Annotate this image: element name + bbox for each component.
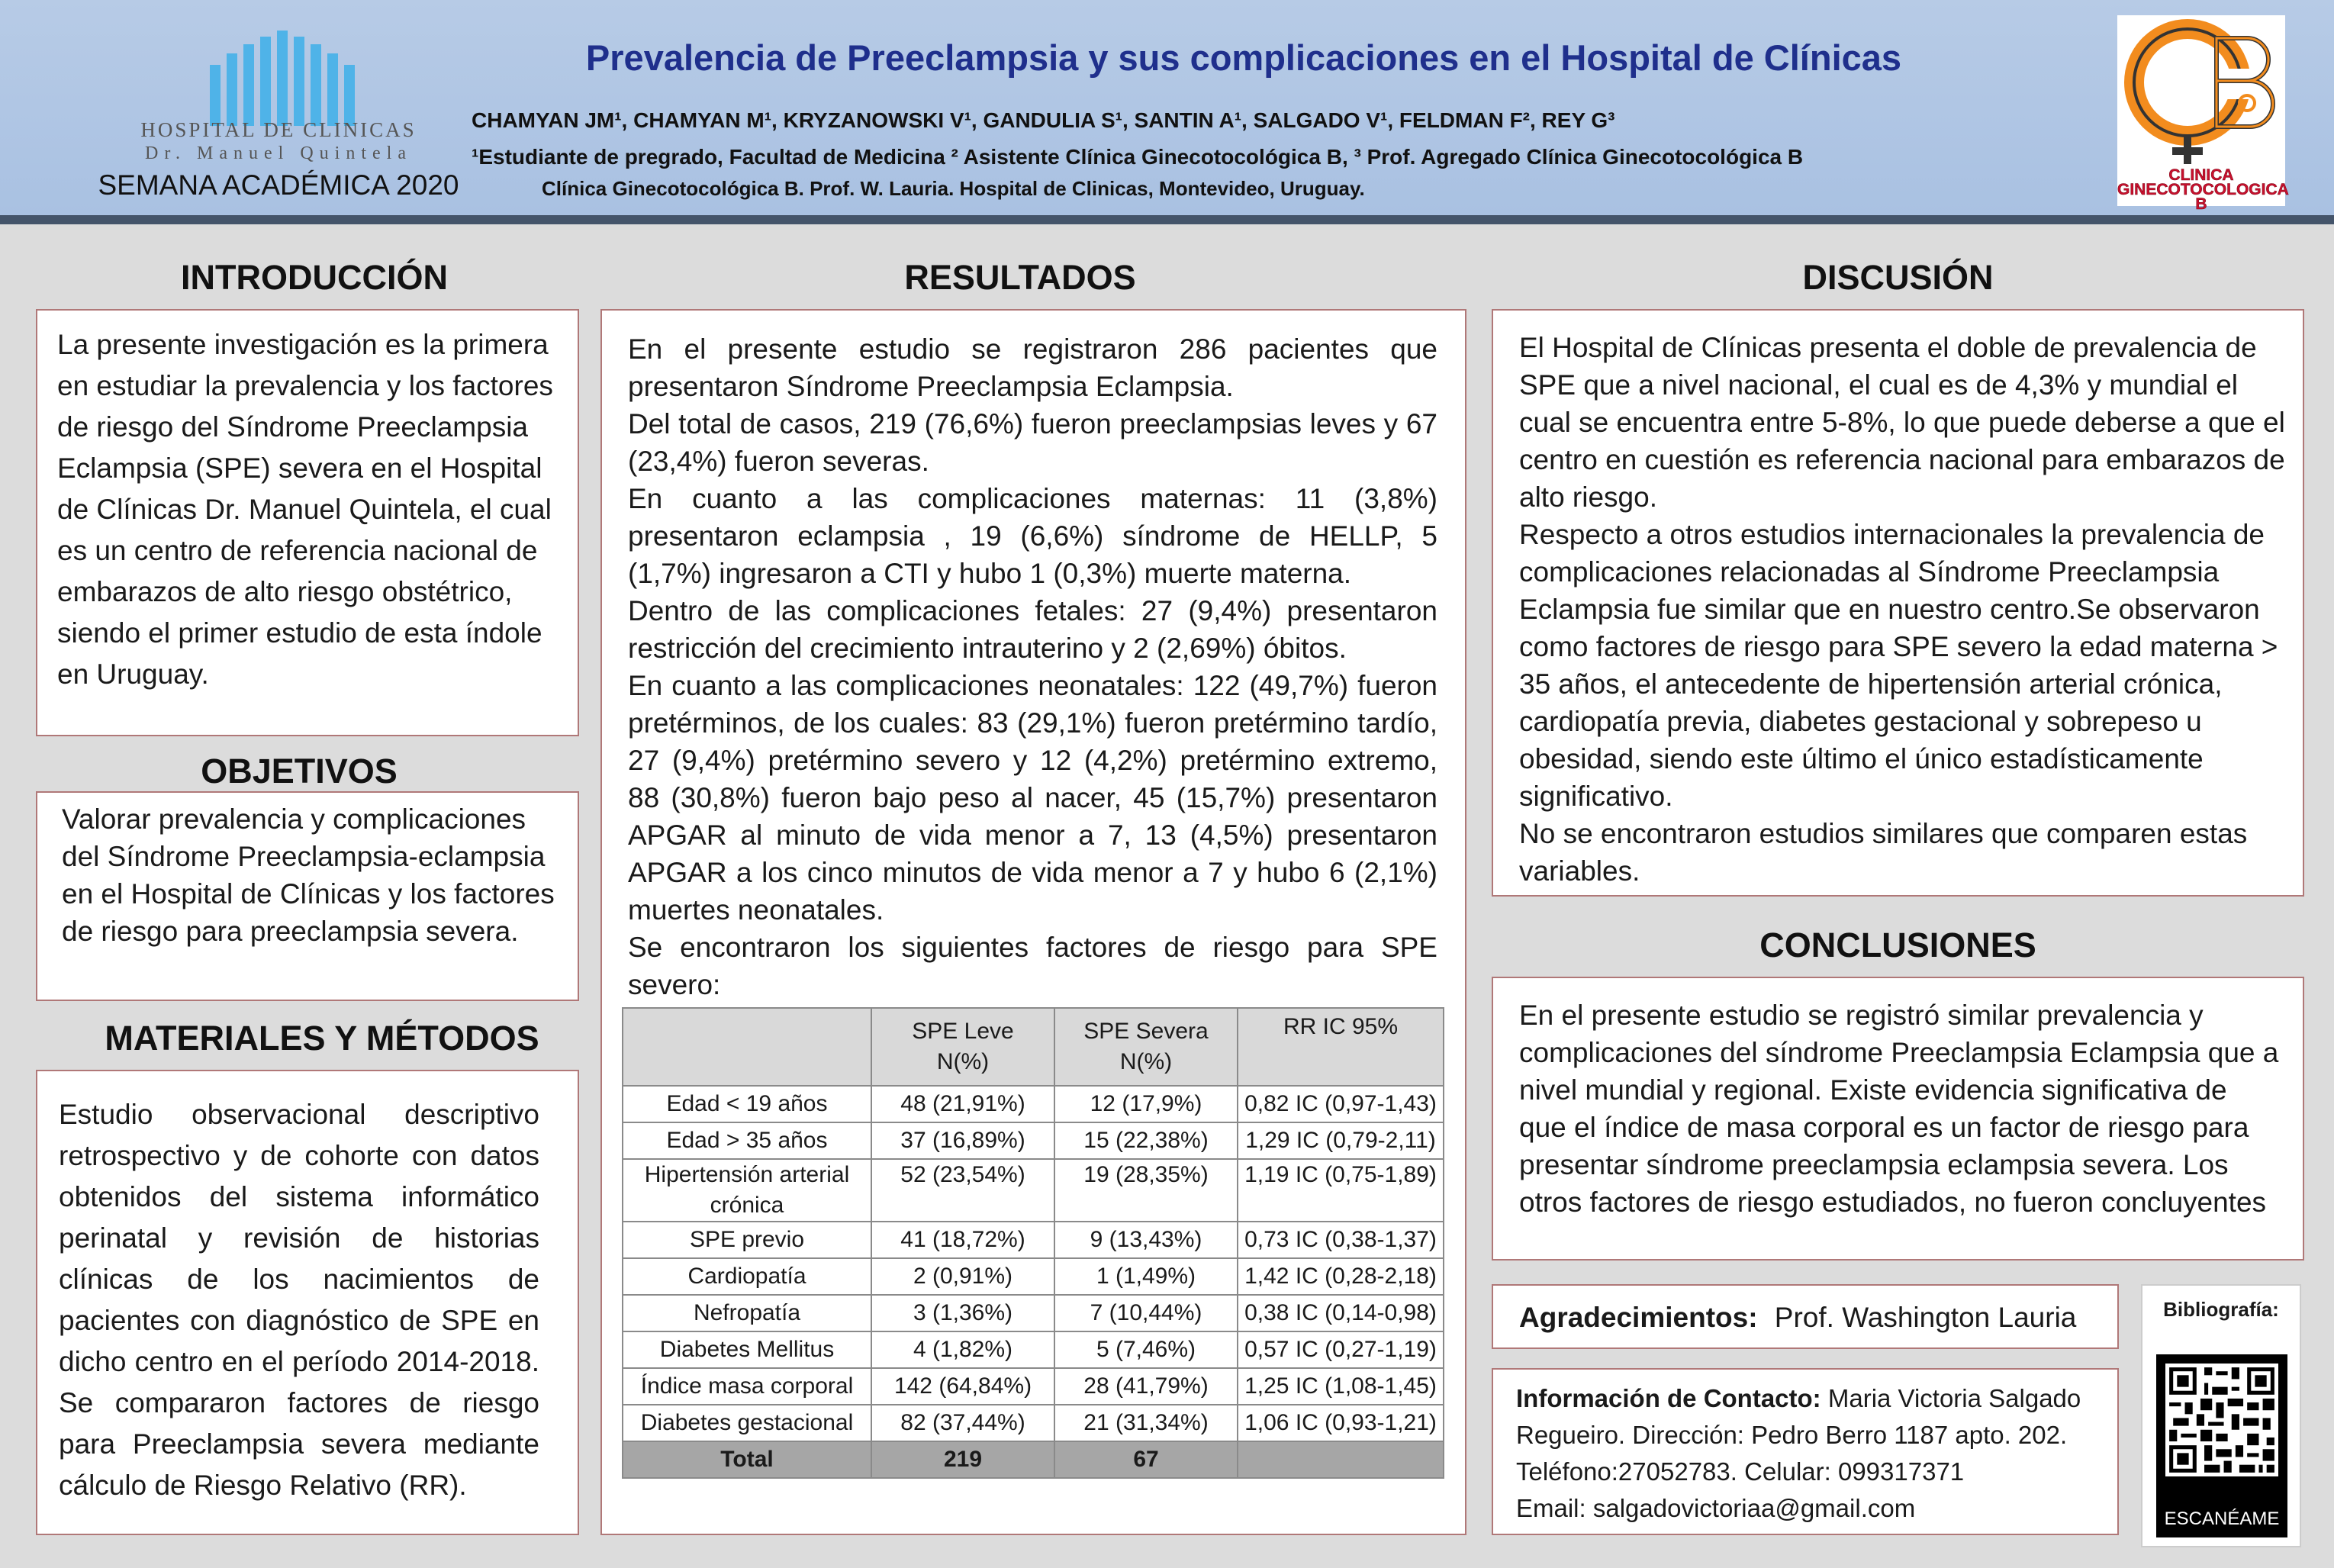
qr-code[interactable] — [2156, 1354, 2287, 1537]
table-row — [623, 1086, 1444, 1122]
table-header-leve: SPE Leve N(%) — [871, 1008, 1054, 1086]
table-cell: 0,82 IC (0,97-1,43) — [1238, 1086, 1444, 1122]
table-cell: 219 — [871, 1441, 1054, 1478]
table-cell: 48 (21,91%) — [871, 1086, 1054, 1122]
resultados-p3: En cuanto a las complicaciones maternas: 11 (3,8%) presentaron eclampsia , 19 (6,6%) síndrome de HELLP, 5 (1,7%) ingresaron a CTI y hubo 1 (0,3%) muerte materna. — [628, 483, 1437, 589]
table-cell: 7 (10,44%) — [1054, 1295, 1238, 1331]
table-cell: 21 (31,34%) — [1054, 1405, 1238, 1441]
table-cell: Edad < 19 años — [623, 1086, 871, 1122]
table-cell: 52 (23,54%) — [871, 1159, 1054, 1222]
bibliografia-box — [2141, 1284, 2301, 1547]
resultados-p4: Dentro de las complicaciones fetales: 27 (9,4%) presentaron restricción del crecimiento intrauterino y 2 (2,69%) óbitos. — [628, 595, 1437, 664]
discusion-p2: Respecto a otros estudios internacionales la prevalencia de complicaciones relacionadas al Síndrome Preeclampsia Eclampsia fue similar que en nuestro centro.Se observaron como factores de riesgo para SPE severo la edad materna > 35 años, el antecedente de hipertensión arterial crónica, cardiopatía previa, diabetes gestacional y sobrepeso u obesidad, siendo este último el único estadísticamente significativo. — [1519, 519, 2278, 812]
table-cell: Edad > 35 años — [623, 1122, 871, 1159]
header-divider — [0, 215, 2334, 224]
materiales-title: MATERIALES Y MÉTODOS — [105, 1019, 539, 1058]
table-cell: 0,73 IC (0,38-1,37) — [1238, 1222, 1444, 1258]
table-cell: 3 (1,36%) — [871, 1295, 1054, 1331]
table-row — [623, 1405, 1444, 1441]
table-cell: Hipertensión arterial crónica — [623, 1159, 871, 1222]
contacto-name: Maria Victoria Salgado — [1827, 1384, 2081, 1412]
contacto-line3: Teléfono:27052783. Celular: 099317371 — [1516, 1457, 1965, 1486]
table-header-severa: SPE Severa N(%) — [1054, 1008, 1238, 1086]
table-cell: 41 (18,72%) — [871, 1222, 1054, 1258]
qr-caption: ESCANÉAME — [2164, 1508, 2280, 1529]
table-header-rr: RR IC 95% — [1238, 1008, 1444, 1086]
agradecimientos-box — [1492, 1284, 2119, 1349]
table-cell: 2 (0,91%) — [871, 1258, 1054, 1295]
table-cell: 9 (13,43%) — [1054, 1222, 1238, 1258]
table-cell: Diabetes gestacional — [623, 1405, 871, 1441]
bibliografia-title: Bibliografía: — [2163, 1298, 2279, 1321]
hospital-name: HOSPITAL DE CLINICAS — [140, 118, 417, 141]
table-cell: Cardiopatía — [623, 1258, 871, 1295]
table-cell: 28 (41,79%) — [1054, 1368, 1238, 1405]
discusion-p3: No se encontraron estudios similares que comparen estas variables. — [1519, 818, 2248, 887]
table-header-empty — [623, 1008, 871, 1086]
conclusiones-title: CONCLUSIONES — [1759, 926, 2036, 964]
hospital-bars-icon — [210, 31, 362, 126]
table-cell: Nefropatía — [623, 1295, 871, 1331]
resultados-p1: En el presente estudio se registraron 286 pacientes que presentaron Síndrome Preeclampsia Eclampsia. — [628, 333, 1437, 402]
contacto-line4[interactable]: Email: salgadovictoriaa@gmail.com — [1516, 1494, 1916, 1522]
table-row — [623, 1222, 1444, 1258]
conclusiones-box — [1492, 977, 2304, 1261]
affiliation-institution: Clínica Ginecotocológica B. Prof. W. Lauria. Hospital de Clinicas, Montevideo, Uruguay. — [542, 177, 1365, 200]
hospital-logo — [80, 23, 477, 206]
agradecimientos-label: Agradecimientos: — [1519, 1302, 1758, 1333]
conclusiones-text: En el presente estudio se registró similar prevalencia y complicaciones del síndrome Preeclampsia Eclampsia que a nivel mundial y regional. Existe evidencia significativa de que el índice de masa corporal es un factor de riesgo para presentar síndrome preeclampsia eclampsia severa. Los otros factores de riesgo estudiados, no fueron concluyentes — [1519, 1000, 2279, 1218]
resultados-p2: Del total de casos, 219 (76,6%) fueron preeclampsias leves y 67 (23,4%) fueron severas. — [628, 408, 1437, 477]
discusion-title: DISCUSIÓN — [1802, 258, 1994, 297]
affiliation: ¹Estudiante de pregrado, Facultad de Medicina ² Asistente Clínica Ginecotocológica B, ³ Prof. Agregado Clínica Ginecotocológica B — [472, 145, 1804, 169]
table-cell: 1,29 IC (0,79-2,11) — [1238, 1122, 1444, 1159]
objetivos-box — [36, 791, 579, 1001]
table-cell: 1,25 IC (1,08-1,45) — [1238, 1368, 1444, 1405]
table-header-row — [623, 1008, 1444, 1086]
hospital-subtitle: Dr. Manuel Quintela — [145, 143, 412, 163]
table-total-row — [623, 1441, 1444, 1478]
table-cell: 19 (28,35%) — [1054, 1159, 1238, 1222]
resultados-p6: Se encontraron los siguientes factores de riesgo para SPE severo: — [628, 932, 1437, 1000]
table-cell: 82 (37,44%) — [871, 1405, 1054, 1441]
objetivos-text: Valorar prevalencia y complicaciones del Síndrome Preeclampsia-eclampsia en el Hospital de Clínicas y los factores de riesgo para preeclampsia severa. — [62, 803, 555, 947]
risk-factor-table — [622, 1007, 1444, 1479]
table-cell: 1,42 IC (0,28-2,18) — [1238, 1258, 1444, 1295]
table-row — [623, 1258, 1444, 1295]
table-row — [623, 1331, 1444, 1368]
discusion-box — [1492, 309, 2304, 897]
table-cell: 1,19 IC (0,75-1,89) — [1238, 1159, 1444, 1222]
table-row — [623, 1368, 1444, 1405]
discusion-p1: El Hospital de Clínicas presenta el doble de prevalencia de SPE que a nivel nacional, el cual es de 4,3% y mundial el cual se encuentra entre 5-8%, lo que puede deberse a que el centro en cuestión es referencia nacional para embarazos de alto riesgo. — [1519, 332, 2285, 513]
table-row — [623, 1295, 1444, 1331]
clinic-logo — [2117, 15, 2289, 213]
agradecimientos-value: Prof. Washington Lauria — [1774, 1302, 2077, 1333]
clinic-emblem-icon — [2117, 15, 2285, 168]
contacto-line1 — [1516, 1380, 2105, 1417]
table-cell: 12 (17,9%) — [1054, 1086, 1238, 1122]
poster-title: Prevalencia de Preeclampsia y sus complicaciones en el Hospital de Clínicas — [585, 37, 1902, 78]
table-cell: 5 (7,46%) — [1054, 1331, 1238, 1368]
resultados-title: RESULTADOS — [904, 258, 1136, 297]
table-cell: 0,38 IC (0,14-0,98) — [1238, 1295, 1444, 1331]
table-cell — [1238, 1441, 1444, 1478]
objetivos-title: OBJETIVOS — [201, 752, 398, 790]
table-cell: 15 (22,38%) — [1054, 1122, 1238, 1159]
table-cell: Diabetes Mellitus — [623, 1331, 871, 1368]
introduccion-title: INTRODUCCIÓN — [181, 258, 448, 297]
table-cell: 4 (1,82%) — [871, 1331, 1054, 1368]
table-cell: Índice masa corporal — [623, 1368, 871, 1405]
authors: CHAMYAN JM¹, CHAMYAN M¹, KRYZANOWSKI V¹, GANDULIA S¹, SANTIN A¹, SALGADO V¹, FELDMAN F², REY G³ — [472, 108, 1615, 132]
table-cell: 0,57 IC (0,27-1,19) — [1238, 1331, 1444, 1368]
table-cell: 142 (64,84%) — [871, 1368, 1054, 1405]
introduccion-box — [36, 309, 579, 736]
clinic-logo-text: CLINICA GINECOTOCOLOGICA B — [2117, 166, 2289, 213]
event-name: SEMANA ACADÉMICA 2020 — [98, 169, 459, 201]
materiales-text: Estudio observacional descriptivo retrospectivo y de cohorte con datos obtenidos del sistema informático perinatal y revisión de historias clínicas de los nacimientos de pacientes con diagnóstico de SPE en dicho centro en el período 2014-2018. Se compararon factores de riesgo para Preeclampsia severa mediante cálculo de Riesgo Relativo (RR). — [59, 1099, 539, 1501]
table-row — [623, 1159, 1444, 1222]
table-row — [623, 1122, 1444, 1159]
contacto-box — [1492, 1368, 2119, 1535]
table-cell: SPE previo — [623, 1222, 871, 1258]
table-cell: 67 — [1054, 1441, 1238, 1478]
contacto-label: Información de Contacto: — [1516, 1384, 1821, 1412]
introduccion-text: La presente investigación es la primera en estudiar la prevalencia y los factores de riesgo del Síndrome Preeclampsia Eclampsia (SPE) severa en el Hospital de Clínicas Dr. Manuel Quintela, el cual es un centro de referencia nacional de embarazos de alto riesgo obstétrico, siendo el primer estudio de esta índole en Uruguay. — [57, 329, 553, 690]
table-cell: 1,06 IC (0,93-1,21) — [1238, 1405, 1444, 1441]
table-cell: 1 (1,49%) — [1054, 1258, 1238, 1295]
materiales-box — [36, 1070, 579, 1535]
resultados-p5: En cuanto a las complicaciones neonatales: 122 (49,7%) fueron pretérminos, de los cuales: 83 (29,1%) fueron pretérmino tardío, 27 (9,4%) pretérmino severo y 12 (4,2%) pretérmino extremo, 88 (30,8%) fueron bajo peso al nacer, 45 (15,7%) presentaron APGAR al minuto de vida menor a 7, 13 (4,5%) presentaron APGAR a los cinco minutos de vida menor a 7 y hubo 6 (2,1%) muertes neonatales. — [628, 670, 1437, 926]
qr-code-icon — [2165, 1364, 2278, 1476]
contacto-line2: Regueiro. Dirección: Pedro Berro 1187 apto. 202. — [1516, 1421, 2068, 1449]
table-cell: Total — [623, 1441, 871, 1478]
table-cell: 37 (16,89%) — [871, 1122, 1054, 1159]
